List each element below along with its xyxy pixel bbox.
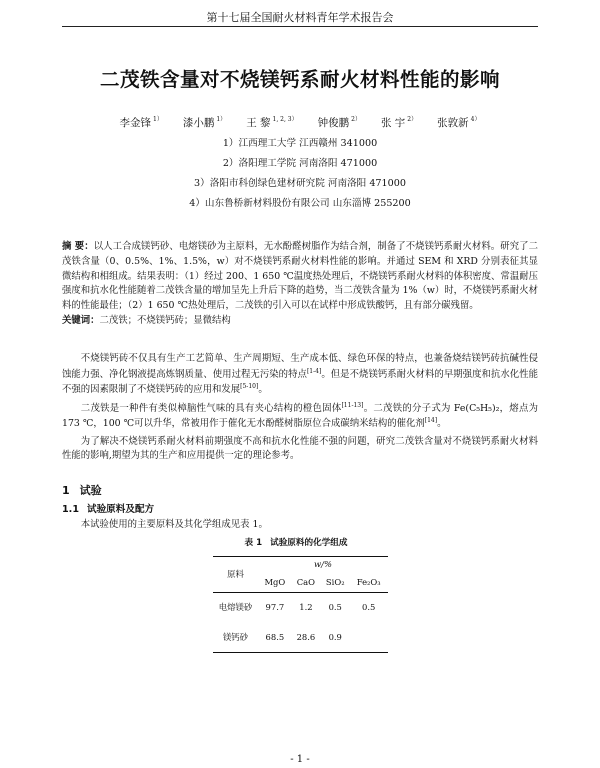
author-name: 漆小鹏 <box>182 117 215 130</box>
section-heading <box>62 482 538 499</box>
table-cell: 1.2 <box>299 602 313 613</box>
citation: [1-4] <box>306 367 322 375</box>
table-number: 表 1 <box>244 538 263 549</box>
keywords-text: 二茂铁；不烧镁钙砖；显微结构 <box>99 315 231 327</box>
table-cell <box>350 622 388 652</box>
affiliation: 1）江西理工大学 江西赣州 341000 <box>222 138 378 150</box>
intro-text: 。但是不烧镁钙系耐火材料的早期强度和抗水化性能不强的因素限制了不烧镁钙砖的应用和发展 <box>62 368 538 396</box>
keywords-label: 关键词： <box>62 315 100 327</box>
table-row <box>213 622 388 652</box>
intro-paragraph <box>62 401 538 432</box>
author-name: 张敦新 <box>437 117 469 130</box>
section-number: 1 <box>62 484 70 497</box>
table-title: 试验原料的化学组成 <box>270 538 348 549</box>
subsection-title: 试验原料及配方 <box>87 504 155 516</box>
table-header-cell: Fe₂O₃ <box>350 572 388 592</box>
table-cell: 电熔镁砂 <box>218 602 253 613</box>
intro-text: 。 <box>258 384 268 396</box>
abstract-label: 摘 要： <box>62 241 94 253</box>
author <box>246 115 297 131</box>
table-cell: 0.5 <box>328 602 342 613</box>
introduction <box>62 352 538 464</box>
intro-text: 。二茂铁的分子式为 Fe(C₅H₅)₂，熔点为 173 ℃，100 ℃可以升华，常被用作于催化无水酚醛树脂原位合成碳纳米结构的催化剂 <box>62 402 538 430</box>
table-row <box>213 592 388 622</box>
subsection-number: 1.1 <box>62 504 79 516</box>
table-cell: 0.5 <box>362 602 376 613</box>
subsection-heading <box>62 503 538 518</box>
abstract <box>62 240 538 313</box>
author-name: 钟俊鹏 <box>317 117 350 130</box>
page-number: - 1 - <box>290 753 310 765</box>
affiliation: 4）山东鲁桥新材料股份有限公司 山东淄博 255200 <box>189 198 411 210</box>
affiliation: 2）洛阳理工学院 河南洛阳 471000 <box>222 158 378 170</box>
intro-paragraph: 为了解决不烧镁钙系耐火材料前期强度不高和抗水化性能不强的问题，研究二茂铁含量对不烧镁钙系耐火材料性能的影响,期望为其的生产和应用提供一定的理论参考。 <box>62 435 538 462</box>
intro-paragraph <box>62 352 538 398</box>
table-cell: 0.9 <box>328 631 342 642</box>
table-cell: 镁钙砂 <box>222 631 249 642</box>
keywords <box>62 314 538 329</box>
affiliation: 3）洛阳市科创绿色建材研究院 河南洛阳 471000 <box>194 178 406 190</box>
section-title: 试验 <box>79 484 102 497</box>
author <box>318 115 361 131</box>
citation: [11-13] <box>341 401 364 409</box>
running-header: 第十七届全国耐火材料青年学术报告会 <box>62 0 538 27</box>
table-caption <box>62 537 538 550</box>
intro-text: 。 <box>437 418 447 430</box>
author-name: 张 宇 <box>380 117 406 130</box>
intro-text: 二茂铁是一种件有类似樟脑性气味的具有夹心结构的橙色固体 <box>80 402 342 414</box>
table-header-row <box>213 556 388 572</box>
table-header-cell: CaO <box>291 572 320 592</box>
table-cell: 68.5 <box>265 631 285 642</box>
citation: [5-10] <box>240 383 259 391</box>
author-affiliation-mark: 2） <box>351 116 361 124</box>
table-group-header <box>259 556 388 572</box>
author-list <box>62 115 538 131</box>
section-paragraph: 本试验使用的主要原料及其化学组成见表 1。 <box>80 518 268 530</box>
paper-title: 二茂铁含量对不烧镁钙系耐火材料性能的影响 <box>99 68 500 91</box>
intro-text: 不烧镁钙砖不仅具有生产工艺简单、生产周期短、生产成本低、绿色环保的特点，也兼备烧结镁钙砖抗碱性侵蚀能力强、净化钢液提高炼钢质量、使用过程无污染的特点 <box>62 352 538 380</box>
author <box>183 115 226 131</box>
author-affiliation-mark: 1, 2, 3） <box>272 116 298 124</box>
table-cell: 97.7 <box>265 602 285 613</box>
author-affiliation-mark: 1） <box>216 116 227 124</box>
table-header-cell: 原料 <box>213 556 259 592</box>
author <box>437 115 480 131</box>
author-affiliation-mark: 2） <box>407 116 418 124</box>
abstract-text: 以人工合成镁钙砂、电熔镁砂为主原料，无水酚醛树脂作为结合剂，制备了不烧镁钙系耐火材料。研究了二茂铁含量（0、0.5%、1%、1.5%，w）对不烧镁钙系耐火材料性能的影响。并通过 SEM 和 XRD 分别表征其显微结构和相组成。结果表明：（1）经过 200、1 650 ℃温度热处理后，不烧镁钙系耐火材料的体积密度、常温耐压强度和抗水化性能随着二茂铁含量的增加呈先上升后下降的趋势，当二茂铁含量为 1%（w）时，不烧镁钙系耐火材料的性能最佳；（2）1 650 ℃热处理后，二茂铁的引入可以在试样中形成铁酸钙，且有部分碳残留。 <box>62 241 538 311</box>
table-header-cell: MgO <box>259 572 292 592</box>
author <box>120 115 163 131</box>
citation: [14] <box>424 417 438 425</box>
author-name: 李金锋 <box>119 117 152 130</box>
author-affiliation-mark: 1） <box>153 116 163 124</box>
composition-table <box>213 556 388 653</box>
table-header-cell: SiO₂ <box>321 572 350 592</box>
affiliation-list <box>62 134 538 214</box>
author-name: 王 黎 <box>246 117 271 130</box>
author <box>381 115 417 131</box>
author-affiliation-mark: 4） <box>470 116 481 124</box>
table-group-header-text: w/% <box>314 559 332 570</box>
table-cell: 28.6 <box>296 631 316 642</box>
